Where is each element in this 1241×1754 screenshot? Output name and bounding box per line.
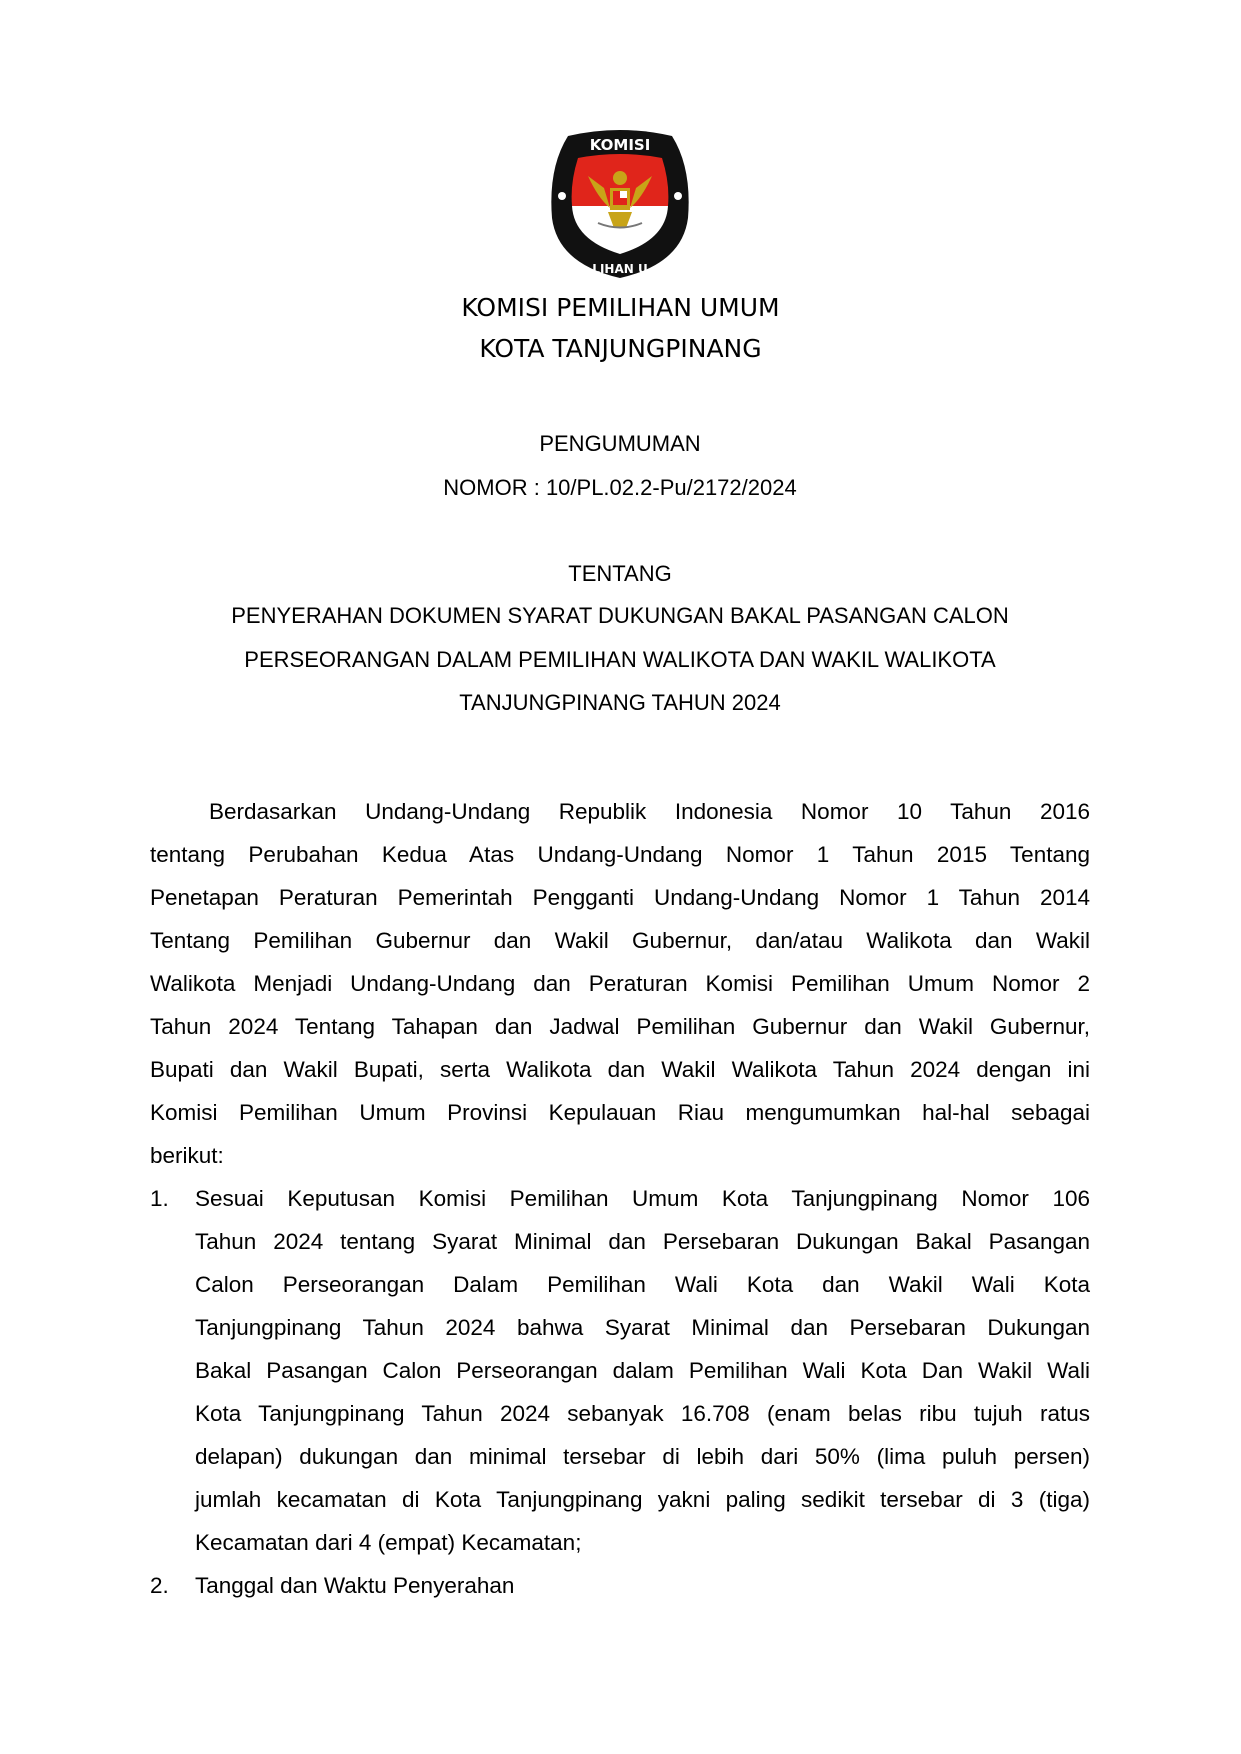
list-item-line: jumlah kecamatan di Kota Tanjungpinang yakni paling sedikit tersebar di 3 (tiga) (195, 1487, 1090, 1512)
announcement-label: PENGUMUMAN (539, 431, 701, 456)
body-line: Tahun 2024 Tentang Tahapan dan Jadwal Pemilihan Gubernur dan Wakil Gubernur, (150, 1014, 1090, 1039)
list-item-line: Kecamatan dari 4 (empat) Kecamatan; (195, 1530, 582, 1555)
list-item-line: delapan) dukungan dan minimal tersebar di lebih dari 50% (lima puluh persen) (195, 1444, 1090, 1469)
svg-text:LIHAN U: LIHAN U (592, 262, 648, 276)
subject-label: TENTANG (568, 561, 672, 586)
document-body (150, 790, 1090, 1607)
subject-line: TANJUNGPINANG TAHUN 2024 (459, 690, 781, 715)
list-item-line: Tahun 2024 tentang Syarat Minimal dan Persebaran Dukungan Bakal Pasangan (195, 1229, 1090, 1254)
numbered-list (150, 1177, 1090, 1607)
body-line: Berdasarkan Undang-Undang Republik Indonesia Nomor 10 Tahun 2016 (209, 799, 1090, 824)
body-line: Penetapan Peraturan Pemerintah Pengganti Undang-Undang Nomor 1 Tahun 2014 (150, 885, 1090, 910)
list-number: 2. (150, 1573, 169, 1598)
logo-text-komisi: KOMISI (589, 136, 651, 154)
announcement-number: NOMOR : 10/PL.02.2-Pu/2172/2024 (443, 475, 797, 500)
body-line: Walikota Menjadi Undang-Undang dan Peraturan Komisi Pemilihan Umum Nomor 2 (150, 971, 1090, 996)
list-item-line: Tanjungpinang Tahun 2024 bahwa Syarat Minimal dan Persebaran Dukungan (195, 1315, 1090, 1340)
body-line: berikut: (150, 1143, 224, 1168)
list-item-line: Calon Perseorangan Dalam Pemilihan Wali Kota dan Wakil Wali Kota (195, 1272, 1090, 1297)
body-line: tentang Perubahan Kedua Atas Undang-Undang Nomor 1 Tahun 2015 Tentang (150, 842, 1090, 867)
kpu-logo (548, 128, 692, 282)
list-item (150, 1177, 1090, 1564)
subject-line: PERSEORANGAN DALAM PEMILIHAN WALIKOTA DAN WAKIL WALIKOTA (244, 647, 996, 672)
list-item-line: Bakal Pasangan Calon Perseorangan dalam Pemilihan Wali Kota Dan Wakil Wali (195, 1358, 1090, 1383)
subject-line: PENYERAHAN DOKUMEN SYARAT DUKUNGAN BAKAL PASANGAN CALON (231, 603, 1009, 628)
header-line1: KOMISI PEMILIHAN UMUM (461, 293, 780, 322)
list-item-line: Sesuai Keputusan Komisi Pemilihan Umum Kota Tanjungpinang Nomor 106 (195, 1186, 1090, 1211)
header-line2: KOTA TANJUNGPINANG (479, 334, 762, 363)
list-item (150, 1564, 1090, 1607)
list-number: 1. (150, 1186, 169, 1211)
body-line: Tentang Pemilihan Gubernur dan Wakil Gubernur, dan/atau Walikota dan Wakil (150, 928, 1090, 953)
body-line: Komisi Pemilihan Umum Provinsi Kepulauan Riau mengumumkan hal-hal sebagai (150, 1100, 1090, 1125)
intro-paragraph (150, 790, 1090, 1177)
body-line: Bupati dan Wakil Bupati, serta Walikota dan Wakil Walikota Tahun 2024 dengan ini (150, 1057, 1090, 1082)
list-item-line: Kota Tanjungpinang Tahun 2024 sebanyak 16.708 (enam belas ribu tujuh ratus (195, 1401, 1090, 1426)
list-item-line: Tanggal dan Waktu Penyerahan (195, 1573, 515, 1598)
